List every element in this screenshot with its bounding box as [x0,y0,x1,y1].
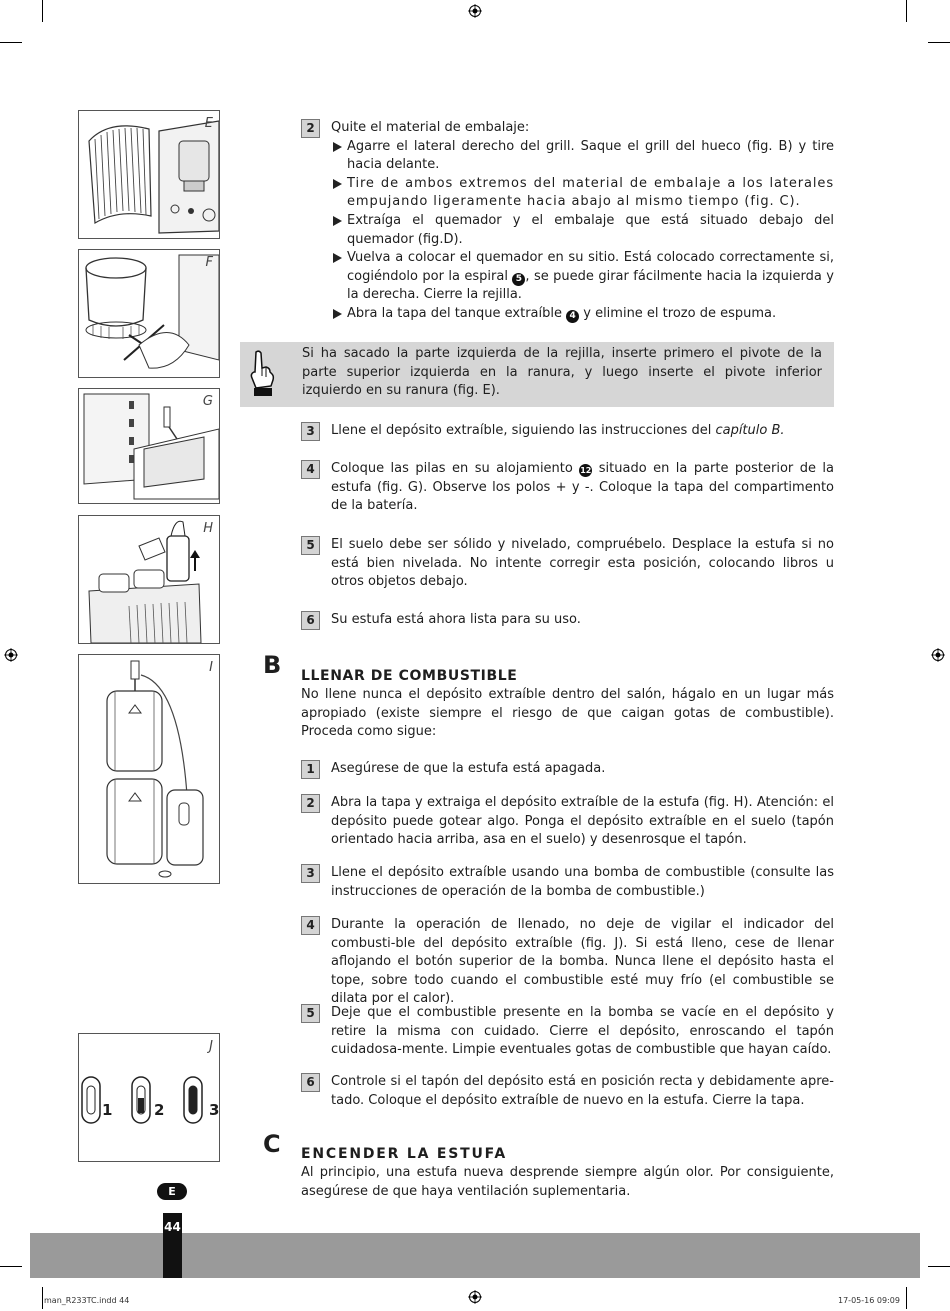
gauge-mark-3: 3 [209,1101,220,1119]
burner-illustration [79,250,219,377]
step-text: Durante la operación de llenado, no deje de vigilar el indicador del combusti-ble del depósito extraíble (fig. J). Si está lleno, cese de llenar aflojando el botón superior de la bomba. Nunca llene el depósito hasta el tope, sobre todo cuando el combustible esté muy frío (el combustible se dilata por el calor). [331,917,834,1007]
gauge-mark-2: 2 [154,1101,165,1119]
figure-f [78,249,220,378]
figure-i [78,654,220,884]
slug-date: 17-05-16 09:09 [838,1296,900,1305]
language-badge: E [157,1183,187,1200]
step-text: Deje que el combustible presente en la bomba se vacíe en el depósito y retire la misma con cuidado. Cierre el depósito, enroscando el tapón cuidadosa-mente. Limpie eventuales gotas de combustible que hayan caído. [331,1005,834,1058]
step-number: 4 [301,916,320,935]
step-number: 5 [301,1004,320,1023]
ref-number-5: 5 [512,273,525,286]
step-6-ready [301,611,834,630]
registration-mark-top [468,4,482,18]
step-number: 2 [301,119,320,138]
section-c-intro: Al principio, una estufa nueva desprende siempre algún olor. Por consiguiente, asegúrese de que haya ventilación suplementaria. [301,1165,834,1199]
step-number: 6 [301,611,320,630]
pointing-hand-icon [246,350,276,398]
figure-e [78,110,220,239]
registration-mark-left [4,648,18,662]
step-text: Su estufa está ahora lista para su uso. [331,612,581,627]
step-number: 4 [301,460,320,479]
step-4-batteries: 4 Coloque las pilas en su alojamiento 12 situado en la parte posterior de la estufa (fig. G). Observe los polos + y -. Coloque la tapa del compartimento de la batería. [301,460,834,516]
step-text: Quite el material de embalaje: [331,120,530,135]
section-b-step-3 [301,864,834,901]
bullet-item: Extraíga el quemador y el embalaje que está situado debajo del quemador (fig.D). [331,212,834,249]
section-b-letter: B [263,651,282,679]
step-number: 1 [301,760,320,779]
ref-number-12: 12 [580,466,592,475]
section-b-step-4 [301,916,834,1009]
slug-file: man_R233TC.indd 44 [44,1296,130,1305]
page-number: 44 [163,1213,182,1278]
figure-g-label: G [202,394,213,409]
bullet-item: Agarre el lateral derecho del grill. Saque el grill del hueco (fig. B) y tire hacia delante. [331,138,834,175]
figure-f-label: F [205,255,213,270]
step-text: Abra la tapa y extraiga el depósito extraíble de la estufa (fig. H). Atención: el depósito puede gotear algo. Ponga el depósito extraíble en el suelo (tapón orientado hacia arriba, asa en el suelo) y desenrosque el tapón. [331,795,834,848]
heater-grill-illustration [79,111,219,238]
fuel-pump-illustration [79,655,219,883]
note-box [240,342,834,407]
step-text: Llene el depósito extraíble usando una bomba de combustible (consulte las instrucciones de operación de la bomba de combustible.) [331,865,834,899]
section-c-letter: C [263,1130,281,1158]
figure-h-label: H [203,521,213,536]
step-2-unpack [301,119,834,324]
step-3-fill-tank [301,422,834,441]
section-b-step-1 [301,760,834,779]
battery-compartment-illustration [79,389,219,503]
step-number: 3 [301,864,320,883]
step-text: Controle si el tapón del depósito está en posición recta y debidamente apre-tado. Coloque el depósito extraíble de nuevo en la estufa. Cierre la tapa. [331,1074,834,1108]
step-number: 5 [301,536,320,555]
step-number: 2 [301,794,320,813]
figure-g [78,388,220,504]
step-text: Asegúrese de que la estufa está apagada. [331,761,606,776]
figure-j [78,1033,220,1162]
step-5-level-floor [301,536,834,592]
section-b-title: LLENAR DE COMBUSTIBLE [301,668,518,684]
registration-mark-bottom [468,1290,482,1304]
step-text: El suelo debe ser sólido y nivelado, compruébelo. Desplace la estufa si no está bien nivelada. No intente corregir esta posición, colocando libros u otros objetos debajo. [331,537,834,590]
figure-j-label: J [209,1039,213,1054]
section-b-step-6 [301,1073,834,1110]
figure-h [78,515,220,644]
gauge-mark-1: 1 [102,1101,113,1119]
step-text: Llene el depósito extraíble, siguiendo las instrucciones del [331,423,716,438]
fuel-gauge-illustration [79,1034,219,1161]
section-b-step-5 [301,1004,834,1060]
section-b-step-2 [301,794,834,850]
tank-removal-illustration [79,516,219,643]
figure-e-label: E [204,116,213,131]
figure-i-label: I [209,660,213,675]
bullet-item: Vuelva a colocar el quemador en su sitio. Está colocado correctamente si, cogiéndolo por la espiral 5 , se puede girar fácilmente hacia la izquierda y la derecha. Cierre la rejilla. [331,249,834,305]
registration-mark-right [931,648,945,662]
section-c-title: ENCENDER LA ESTUFA [301,1146,508,1162]
section-b-intro: No llene nunca el depósito extraíble dentro del salón, hágalo en un lugar más apropiado (existe siempre el riesgo de que caigan gotas de combustible). Proceda como sigue: [301,687,834,740]
step-number: 6 [301,1073,320,1092]
bullet-item: Tire de ambos extremos del material de embalaje a los laterales empujando ligeramente hacia abajo al mismo tiempo (fig. C). [331,175,834,212]
bullet-item: Abra la tapa del tanque extraíble 4 y elimine el trozo de espuma. [331,305,834,324]
step-number: 3 [301,422,320,441]
ref-number-4: 4 [566,310,579,323]
chapter-ref: capítulo B. [715,423,785,438]
note-text: Si ha sacado la parte izquierda de la rejilla, inserte primero el pivote de la parte superior izquierda en la ranura, y luego inserte el pivote inferior izquierdo en su ranura (fig. E). [302,346,822,399]
